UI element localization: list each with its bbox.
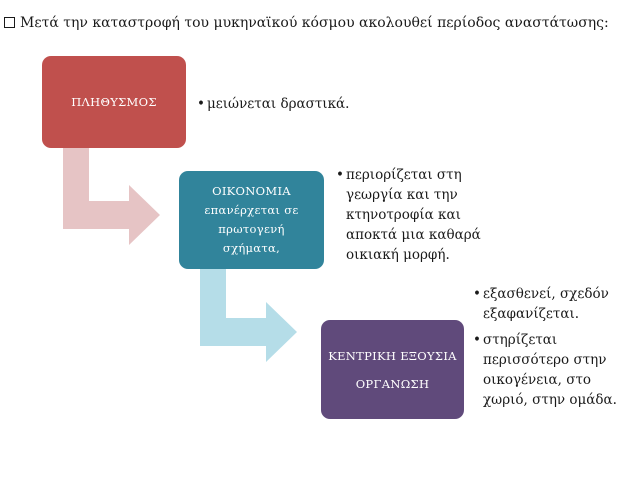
- organization-label: ΟΡΓΑΝΩΣΗ: [355, 376, 430, 391]
- arrow-economy-to-authority: [200, 269, 297, 362]
- bullet-line: εξαφανίζεται.: [483, 306, 580, 322]
- slide-title-text: Μετά την καταστροφή του μυκηναϊκού κόσμου ακολουθεί περίοδος αναστάτωσης:: [20, 15, 609, 31]
- bullet-line: οικιακή μορφή.: [346, 247, 450, 263]
- bullet-line: οικογένεια, στο: [483, 372, 592, 388]
- bullet-item: [473, 330, 633, 410]
- arrow-population-to-economy: [63, 148, 160, 245]
- bullet-line: κτηνοτροφία και: [346, 207, 461, 223]
- authority-bullets: [473, 284, 633, 410]
- economy-label: ΟΙΚΟΝΟΜΙΑ: [212, 184, 291, 198]
- population-label: ΠΛΗΘΥΣΜΟΣ: [71, 95, 157, 109]
- bullet-item: [336, 165, 486, 265]
- bullet-line: • στηρίζεται: [483, 332, 558, 348]
- bullet-line: • εξασθενεί, σχεδόν: [483, 286, 609, 302]
- population-box: [42, 56, 186, 148]
- economy-text-line: πρωτογενή: [218, 222, 285, 236]
- population-bullets: [197, 94, 349, 114]
- economy-box: [179, 171, 324, 269]
- economy-bullets: [336, 165, 486, 265]
- bullet-line: αποκτά μια καθαρά: [346, 227, 481, 243]
- economy-text-line: σχήματα,: [222, 241, 281, 255]
- bullet-line: περισσότερο στην: [483, 352, 607, 368]
- central-authority-box: [321, 320, 464, 419]
- bullet-item: [197, 94, 349, 114]
- bullet-line: γεωργία και την: [346, 187, 458, 203]
- bullet-item: [473, 284, 633, 324]
- bullet-line: μειώνεται δραστικά.: [207, 96, 350, 112]
- economy-text-line: επανέρχεται σε: [204, 203, 299, 217]
- bullet-line: χωριό, στην ομάδα.: [483, 392, 617, 408]
- bullet-line: • περιορίζεται στη: [346, 167, 462, 183]
- central-authority-label: ΚΕΝΤΡΙΚΗ ΕΞΟΥΣΙΑ: [328, 348, 457, 363]
